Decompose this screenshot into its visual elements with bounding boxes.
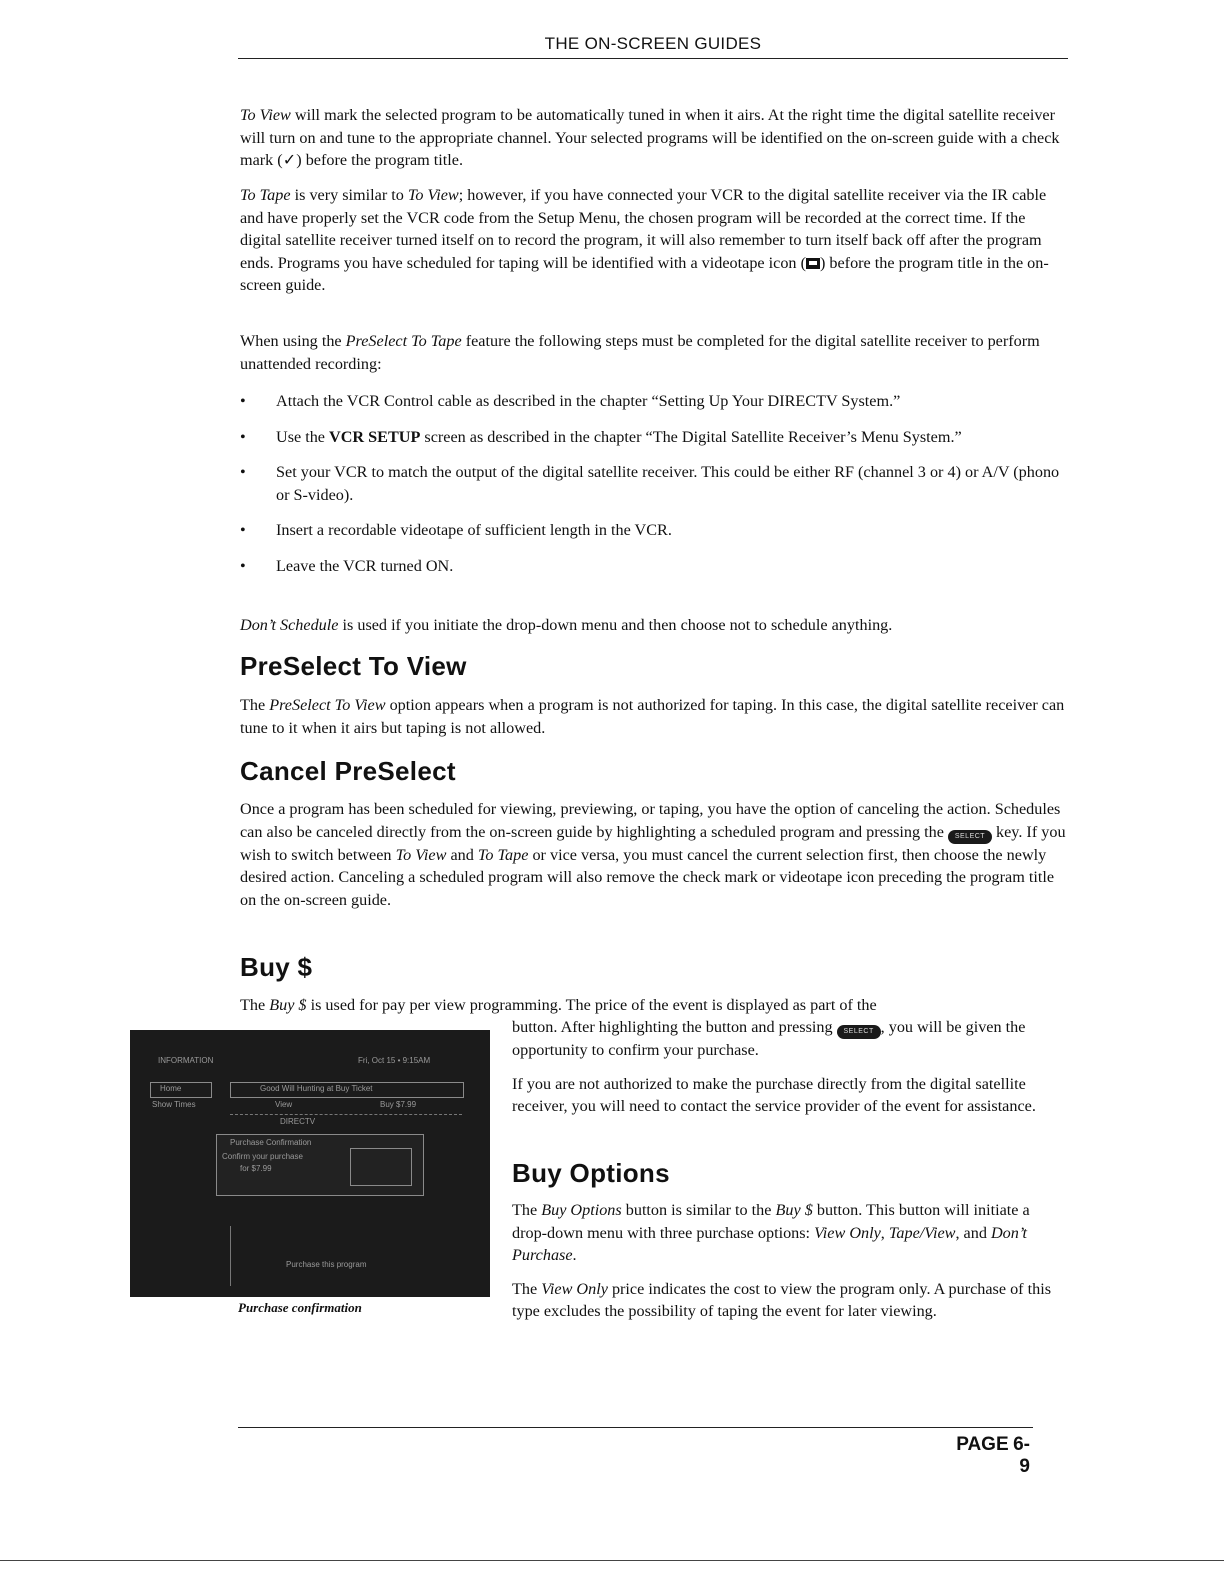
dont-schedule-paragraph — [240, 614, 1068, 637]
screen-menu-2: Show Times — [152, 1100, 196, 1109]
videotape-icon — [806, 258, 820, 269]
pv-text-a: The — [240, 696, 270, 714]
screen-dialog-price: for $7.99 — [240, 1164, 272, 1173]
heading-buy: Buy $ — [240, 952, 313, 982]
term-dont-purchase: Don’t Purchase — [512, 1223, 1027, 1264]
bo-text-g-a: The — [512, 1279, 542, 1298]
term-to-tape-cp: To Tape — [477, 845, 529, 864]
term-to-tape: To Tape — [240, 186, 291, 204]
screen-row-title: Good Will Hunting at Buy Ticket — [260, 1084, 373, 1093]
bullet-item: • Leave the VCR turned ON. — [240, 555, 1068, 578]
select-key-icon: SELECT — [948, 830, 992, 844]
cp-text-b: key. If you wish to switch between — [240, 822, 1066, 864]
preselect-tape-text-a: When using the — [240, 332, 346, 350]
screen-row-channel: DIRECTV — [280, 1117, 316, 1126]
screen-row-sub-a: View — [275, 1100, 293, 1109]
dont-schedule-text: is used if you initiate the drop-down menu and then choose not to schedule anything. — [338, 616, 893, 634]
buy-authorization-text: If you are not authorized to make the purchase directly from the digital satellite receiver, you will need to contact the service provider of the event for assistance. — [512, 1074, 1036, 1115]
to-tape-text-a: is very similar to — [290, 186, 408, 204]
figure-caption: Purchase confirmation — [238, 1300, 362, 1315]
term-tape-view: Tape/View — [888, 1223, 956, 1242]
select-key-icon: SELECT — [837, 1025, 881, 1039]
heading-buy-options: Buy Options — [512, 1158, 670, 1188]
term-view-only-2: View Only — [541, 1279, 608, 1298]
screen-dialog-text: Confirm your purchase — [222, 1152, 303, 1161]
screen-menu-1: Home — [160, 1084, 182, 1093]
page-header: THE ON-SCREEN GUIDES — [544, 34, 762, 53]
buy-text-d: , you will be given the opportunity to confirm your purchase. — [512, 1018, 1026, 1059]
bullet-item — [240, 426, 1068, 449]
bullet-item: • Insert a recordable videotape of sufficient length in the VCR. — [240, 519, 1068, 542]
to-view-paragraph — [240, 104, 1068, 172]
bullet-item: • Attach the VCR Control cable as described in the chapter “Setting Up Your DIRECTV System.” — [240, 390, 1068, 413]
term-to-view-ref: To View — [407, 186, 459, 204]
bo-text-g-b: price indicates the cost to view the program only. A purchase of this type excludes the possibility of taping the event for later viewing. — [512, 1279, 1051, 1320]
vcr-setup-bold: VCR SETUP — [329, 427, 421, 446]
buy-paragraph-intro — [240, 994, 1068, 1017]
cancel-preselect-paragraph — [240, 798, 1068, 911]
preselect-view-paragraph — [240, 694, 1068, 739]
page-label: PAGE — [956, 1434, 1009, 1455]
term-dont-schedule: Don’t Schedule — [240, 616, 339, 634]
term-preselect-to-view: PreSelect To View — [269, 696, 386, 714]
footer-rule — [238, 1427, 1033, 1428]
heading-cancel-preselect: Cancel PreSelect — [240, 756, 456, 786]
screen-dialog-title: Purchase Confirmation — [230, 1138, 312, 1147]
bo-text-c: button. This button will initiate a drop-down menu with three purchase options: — [512, 1201, 1030, 1242]
cp-text-c: and — [446, 845, 478, 864]
bullet-item: • Set your VCR to match the output of the digital satellite receiver. This could be either RF (channel 3 or 4) or A/V (phono or S-video). — [240, 461, 1068, 506]
buy-paragraph-cont — [512, 1016, 1068, 1118]
bullet-list — [240, 390, 1068, 577]
term-preselect-to-tape: PreSelect To Tape — [345, 332, 462, 350]
bo-text-a: The — [512, 1201, 542, 1219]
buy-text-a: The — [240, 996, 270, 1014]
pv-text-b: option appears when a program is not authorized for taping. In this case, the digital satellite receiver can tune to it when it airs but taping is not allowed. — [240, 696, 1065, 737]
term-buy-options: Buy Options — [541, 1201, 622, 1219]
buy-options-paragraph — [512, 1199, 1068, 1323]
screen-divider — [230, 1114, 462, 1115]
preselect-tape-text-b: feature the following steps must be completed for the digital satellite receiver to perform unattended recording: — [240, 332, 1040, 373]
screen-bottom-label: Purchase this program — [286, 1260, 367, 1269]
scan-bottom-edge — [0, 1560, 1224, 1561]
screen-top-left: INFORMATION — [158, 1056, 214, 1065]
page-num: 6-9 — [1013, 1434, 1030, 1477]
bo-text-e: , and — [955, 1223, 991, 1242]
screen-dialog-buttons — [350, 1148, 412, 1186]
to-tape-text-b: ; however, if you have connected your VCR to the digital satellite receiver via the IR cable and have properly set the VCR code from the Setup Menu, the chosen program will be recorded at the correct time. If the digital satellite receiver turned itself on to record the program, it will also remember to turn itself back off after the program ends. Programs you have scheduled for taping will be identified with a videotape icon ( — [240, 186, 1047, 272]
bo-text-b: button is similar to the — [621, 1201, 776, 1219]
preselect-tape-paragraph — [240, 330, 1068, 375]
screen-top-right: Fri, Oct 15 • 9:15AM — [358, 1056, 431, 1065]
bullet-text-a: Use the — [276, 427, 330, 446]
buy-text-b: is used for pay per view programming. The price of the event is displayed as part of the — [306, 996, 877, 1014]
heading-preselect-to-view: PreSelect To View — [240, 651, 467, 681]
bullet-text-b: screen as described in the chapter “The Digital Satellite Receiver’s Menu System.” — [420, 427, 962, 446]
to-view-text: will mark the selected program to be automatically tuned in when it airs. At the right time the digital satellite receiver will turn on and tune to the appropriate channel. Your selected programs will be identified on the on-screen guide with a check mark (✓) before the program title. — [240, 106, 1060, 169]
bo-text-d: , — [880, 1223, 889, 1242]
term-view-only: View Only — [814, 1223, 881, 1242]
bo-text-f: . — [572, 1246, 577, 1264]
cp-text-a: Once a program has been scheduled for viewing, previewing, or taping, you have the option of canceling the action. Schedules can also be canceled directly from the on-screen guide by highlighting a scheduled program and pressing the — [240, 800, 1061, 841]
to-tape-paragraph — [240, 184, 1068, 297]
term-to-view: To View — [240, 106, 291, 124]
term-to-view-cp: To View — [395, 845, 447, 864]
page-number — [950, 1434, 1030, 1478]
cp-text-d: or vice versa, you must cancel the current selection first, then choose the newly desired action. Canceling a scheduled program will also remove the check mark or videotape icon preceding the program title on the on-screen guide. — [240, 845, 1055, 909]
term-buy: Buy $ — [269, 996, 307, 1014]
purchase-confirmation-screenshot — [130, 1030, 490, 1297]
view-only-paragraph — [512, 1278, 1068, 1323]
term-buy-ref: Buy $ — [775, 1201, 813, 1219]
to-tape-text-c: ) before the program title in the on-screen guide. — [240, 253, 1049, 294]
screen-vertical-line — [230, 1226, 232, 1286]
screen-row-sub-b: Buy $7.99 — [380, 1100, 417, 1109]
buy-text-c: button. After highlighting the button and pressing — [512, 1018, 837, 1036]
header-rule — [238, 58, 1068, 59]
